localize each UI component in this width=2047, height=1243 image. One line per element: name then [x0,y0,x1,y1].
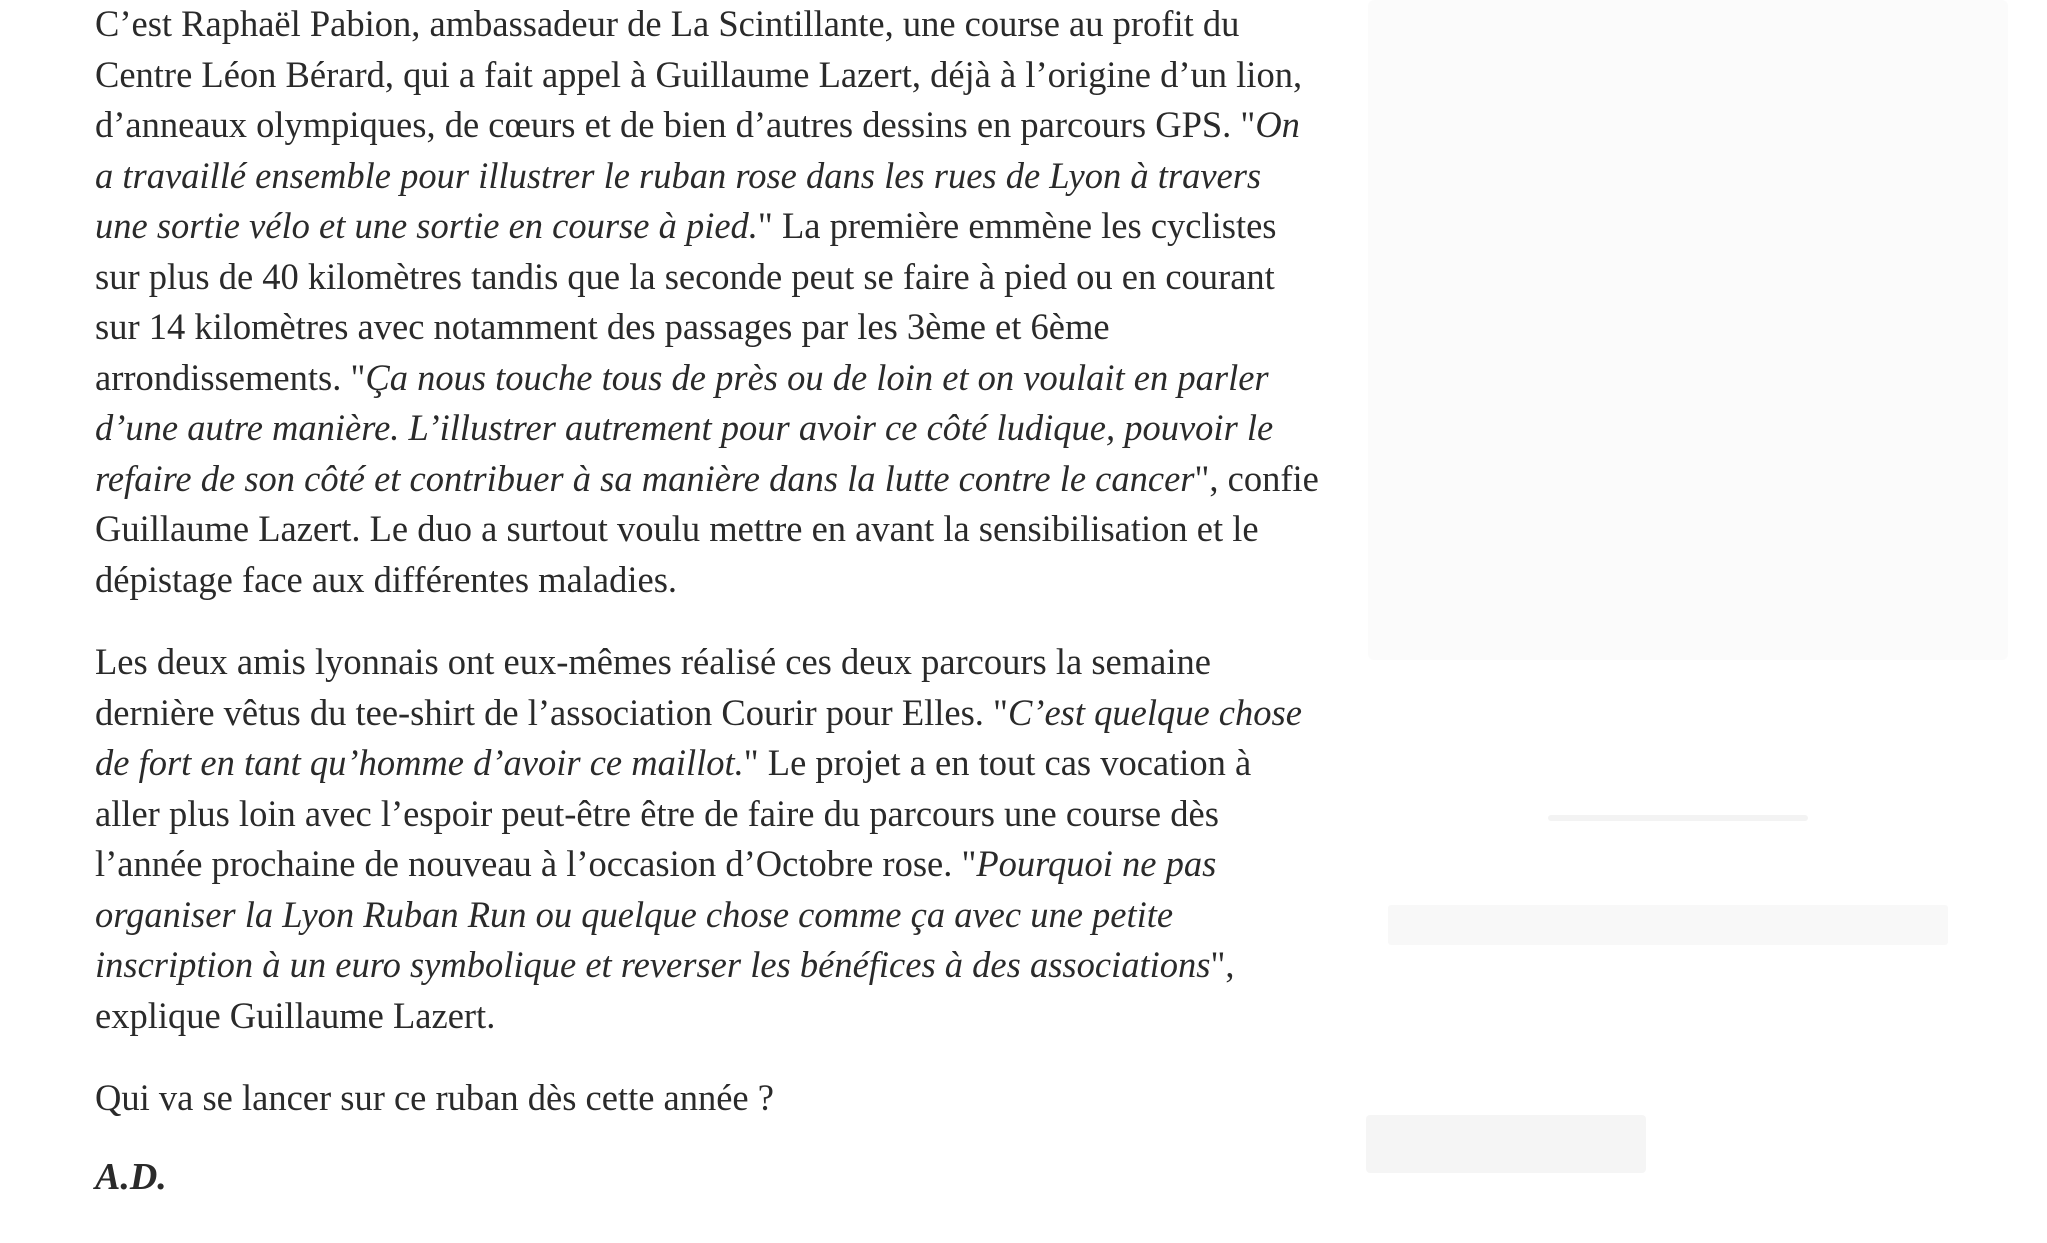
faded-image [1368,0,2008,660]
paragraph-text: Les deux amis lyonnais ont eux-mêmes réalisé ces deux parcours la semaine dernière vêtus du tee-shirt de l’association Courir pour Elles. " [95,641,1211,733]
paragraph-text: " La première emmène les cyclistes sur plus de 40 kilomètres tandis que la seconde peut se faire à pied ou en courant sur 14 kilomètres avec notamment des passages par les 3ème et 6ème arrondissements. " [95,205,1277,398]
paragraph-text: ", explique Guillaume Lazert. [95,944,1235,1036]
sidebar-ad-area [1348,0,2047,1243]
quote-text: Pourquoi ne pas organiser la Lyon Ruban Run ou quelque chose comme ça avec une petite inscription à un euro symbolique et reverser les bénéfices à des associations [95,843,1217,985]
article-paragraph-2 [95,637,1320,1041]
paragraph-text: " Le projet a en tout cas vocation à aller plus loin avec l’espoir peut-être être de faire du parcours une course dès l’année prochaine de nouveau à l’occasion d’Octobre rose. " [95,742,1252,884]
article-paragraph-3: Qui va se lancer sur ce ruban dès cette année ? [95,1077,774,1118]
paragraph-text: C’est Raphaël Pabion, ambassadeur de La Scintillante, une course au profit du Centre Léon Bérard, qui a fait appel à Guillaume Lazert, déjà à l’origine d’un lion, d’anneaux olympiques, de cœurs et de bien d’autres dessins en parcours GPS. " [95,3,1303,145]
article-body [95,0,1320,1202]
faded-button [1366,1115,1646,1173]
paragraph-text: ", confie Guillaume Lazert. Le duo a surtout voulu mettre en avant la sensibilisation et le dépistage face aux différentes maladies. [95,457,1319,600]
quote-text: C’est quelque chose de fort en tant qu’homme d’avoir ce maillot. [95,691,1302,783]
faded-text-line [1388,905,1948,945]
quote-text: Ça nous touche tous de près ou de loin et on voulait en parler d’une autre manière. L’illustrer autrement pour avoir ce côté ludique, pouvoir le refaire de son côté et contribuer à sa manière dans la lutte contre le cancer [95,356,1274,499]
faded-text-line [1548,815,1808,821]
article-paragraph-1 [95,0,1320,605]
quote-text: On a travaillé ensemble pour illustrer le ruban rose dans les rues de Lyon à travers une sortie vélo et une sortie en course à pied. [95,104,1300,246]
author-byline: A.D. [95,1155,167,1198]
